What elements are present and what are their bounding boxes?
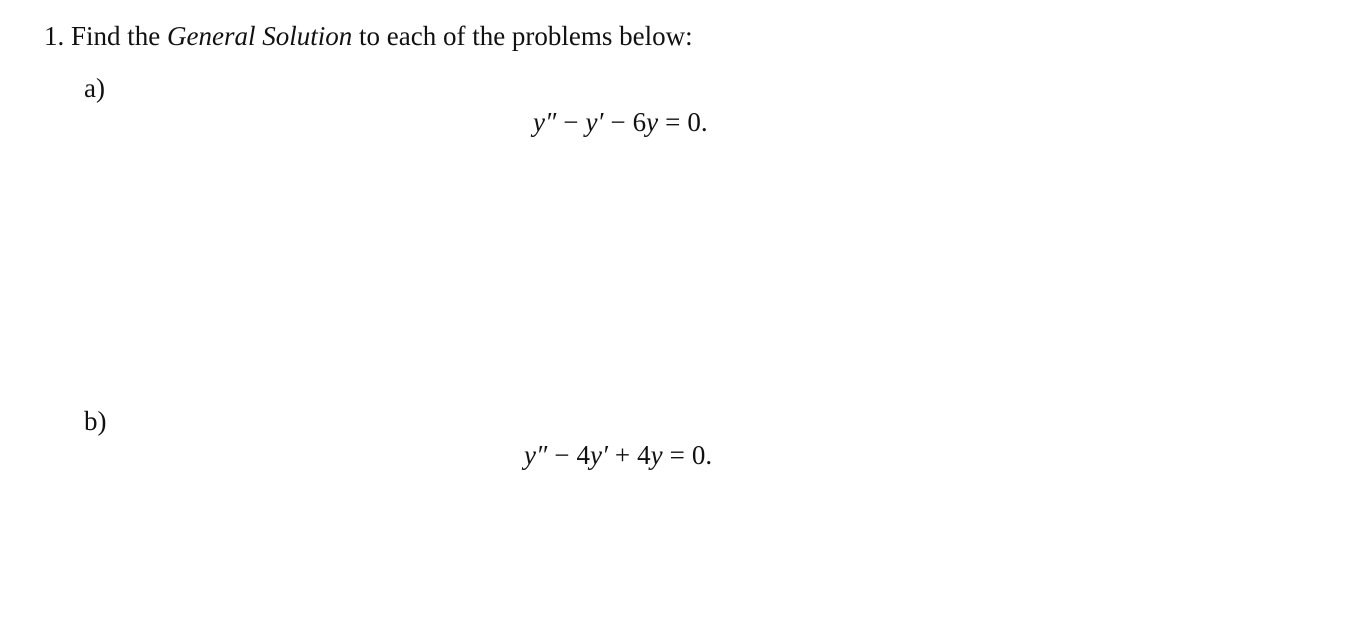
eq-b-term3-coef: 4 [637,440,651,470]
eq-b-term1: y″ [524,440,548,470]
eq-b-rhs: 0. [691,440,713,470]
part-b-equation [524,437,712,473]
eq-a-term1: y″ [533,107,557,137]
problem-number: 1. [44,21,65,51]
eq-a-rhs: 0. [687,107,708,137]
eq-a-term2: y′ [585,107,604,137]
problem-intro-before: Find the [71,21,161,51]
eq-a-op1: − [563,107,579,137]
eq-b-op2: + [614,440,631,470]
part-b-label: b) [84,406,107,436]
eq-b-term2-coef: 4 [576,440,590,470]
part-a-equation [533,104,708,140]
part-a-label: a) [84,73,105,103]
problem-heading [44,18,693,54]
problem-intro-emphasis: General Solution [167,21,353,51]
problem-intro-after: to each of the problems below: [359,21,693,51]
eq-b-equals: = [669,440,685,470]
eq-a-term3-coef: 6 [632,107,647,137]
eq-b-op1: − [554,440,570,470]
eq-a-op2: − [610,107,626,137]
eq-a-term3-var: y [646,107,659,137]
eq-b-term3-var: y [650,440,663,470]
eq-a-equals: = [665,107,681,137]
eq-b-term2-var: y′ [589,440,608,470]
